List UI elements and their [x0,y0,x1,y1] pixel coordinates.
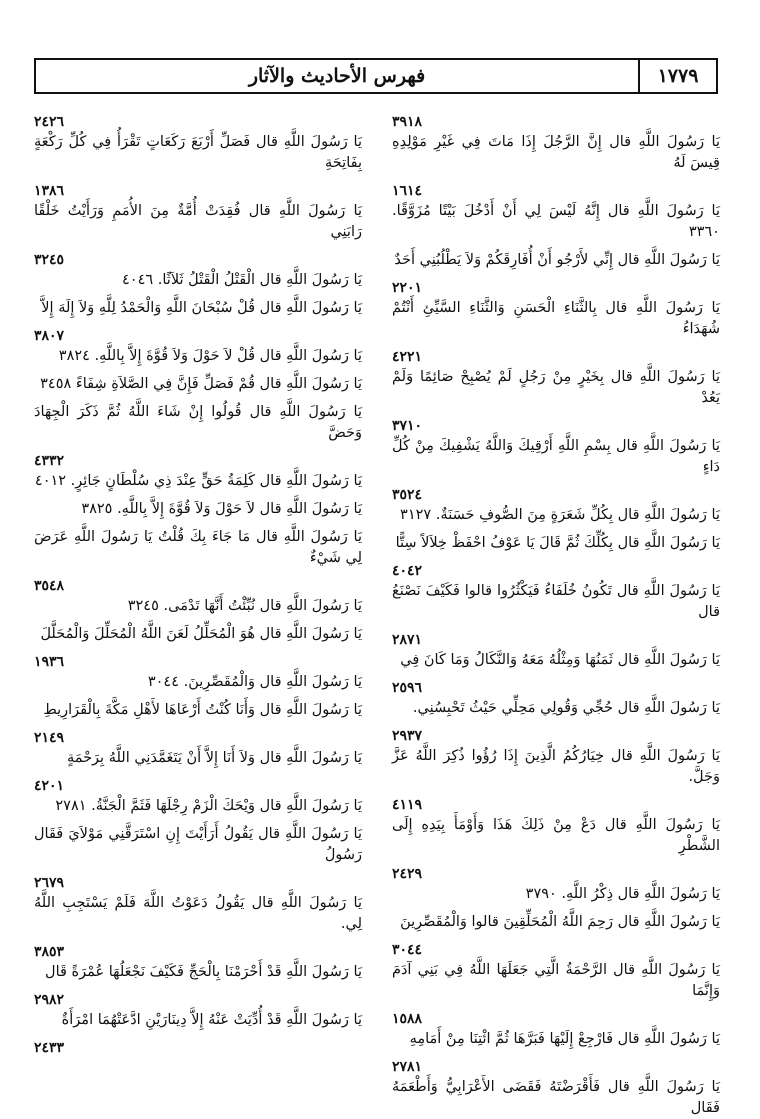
reference-number: ٢٨٧١ [392,632,423,648]
hadith-entry [34,624,362,645]
hadith-text: يَا رَسُولَ اللَّهِ قال نُبِّئْتُ أَنَّهَا تَدْمَى. ٣٢٤٥ [127,598,362,614]
hadith-entry [392,278,720,340]
hadith-entry [34,499,362,520]
hadith-text: يَا رَسُولَ اللَّهِ قَدْ أُدِّيَتْ عَنْهُ إِلاَّ دِينَارَيْنِ ادَّعَتْهُمَا امْرَأَةٌ [61,1012,362,1028]
hadith-entry [34,298,362,319]
hadith-entry [392,347,720,409]
hadith-text: يَا رَسُولَ اللَّهِ قال كَلِمَةُ حَقٍّ عِنْدَ ذِي سُلْطَانٍ جَائِرٍ. ٤٠١٢ [34,473,362,489]
reference-number: ٣٧١٠ [392,418,423,434]
reference-number: ٣٩١٨ [392,114,423,130]
hadith-text: يَا رَسُولَ اللَّهِ قَدْ أَحْرَمْنَا بِالْحَجِّ فَكَيْفَ نَجْعَلُهَا عُمْرَةً قَال [45,964,362,980]
hadith-text: يَا رَسُولَ اللَّهِ قال رَحِمَ اللَّهُ الْمُحَلِّقِينَ قالوا وَالْمُقَصِّرِينَ [400,914,720,930]
hadith-text: يَا رَسُولَ اللَّهِ قال وَالْمُقَصِّرِينَ. ٣٠٤٤ [147,674,362,690]
reference-number: ٤٠٤٢ [392,563,423,579]
hadith-text: يَا رَسُولَ اللَّهِ قال وَأَنَا كُنْتُ أَرْعَاهَا لأَهْلِ مَكَّةَ بِالْقَرَارِيطِ [43,702,362,718]
hadith-text: يَا رَسُولَ اللَّهِ قال إِنَّهُ لَيْسَ لِي أَنْ أَدْخُلَ بَيْتًا مُزَوَّقًا. ٣٣٦٠ [392,203,720,240]
hadith-text: يَا رَسُولَ اللَّهِ قال بِخَيْرٍ مِنْ رَجُلٍ لَمْ يُصْبِحْ صَائِمًا وَلَمْ يَعُدْ [392,369,720,406]
hadith-text: يَا رَسُولَ اللَّهِ قال وَلاَ أَنَا إِلاَّ أَنْ يَتَغَمَّدَنِي اللَّهُ بِرَحْمَةٍ [66,750,362,766]
hadith-entry [34,374,362,395]
hadith-entry [392,416,720,478]
hadith-entry [392,561,720,623]
reference-number: ٣٠٤٤ [392,942,423,958]
hadith-text: يَا رَسُولَ اللَّهِ قال يَقُولُ أَرَأَيْتَ إِنِ اسْتَرَقَّنِي مَوْلاَيَ فَقَال رَسُولُ [34,826,362,863]
reference-number: ٤٣٣٢ [34,453,65,469]
hadith-text: يَا رَسُولَ اللَّهِ قال قُمْ فَصَلِّ فَإِنَّ فِي الصَّلاَةِ شِفَاءً ٣٤٥٨ [40,376,362,392]
reference-number: ٣٥٤٨ [34,578,65,594]
hadith-text: يَا رَسُولَ اللَّهِ قال فَصَلِّ أَرْبَعَ رَكَعَاتٍ تَقْرَأُ فِي كُلِّ رَكْعَةٍ بِفَاتِحَةِ [34,134,362,171]
reference-number: ٢٤٣٣ [34,1040,65,1056]
reference-number: ٢٤٢٩ [392,866,423,882]
hadith-entry [392,485,720,526]
hadith-text: يَا رَسُولَ اللَّهِ قال إِنَّ الرَّجُلَ إِذَا مَاتَ فِي غَيْرِ مَوْلِدِهِ قِيسَ لَهُ [392,134,720,171]
reference-number: ١٥٨٨ [392,1011,423,1027]
hadith-entry [392,726,720,788]
reference-number: ٢٥٩٦ [392,680,423,696]
hadith-entry [392,630,720,671]
hadith-text: يَا رَسُولَ اللَّهِ قال قُلْ لاَ حَوْلَ وَلاَ قُوَّةَ إِلاَّ بِاللَّهِ. ٣٨٢٤ [58,348,362,364]
reference-number: ٢٢٠١ [392,280,423,296]
hadith-text: يَا رَسُولَ اللَّهِ قال قُلْ سُبْحَانَ اللَّهِ وَالْحَمْدُ لِلَّهِ وَلاَ إِلَهَ إِلاَّ [41,300,362,316]
reference-number: ٢٧٨١ [392,1059,423,1075]
reference-number: ٤١١٩ [392,797,423,813]
hadith-text: يَا رَسُولَ اللَّهِ قال لاَ حَوْلَ وَلاَ قُوَّةَ إِلاَّ بِاللَّهِ. ٣٨٢٥ [81,501,362,517]
page-number: ١٧٧٩ [638,60,716,92]
hadith-entry [392,795,720,857]
hadith-entry [392,533,720,554]
hadith-entry [34,326,362,367]
hadith-text: يَا رَسُولَ اللَّهِ قال وَيْحَكَ الْزَمْ رِجْلَهَا فَثَمَّ الْجَنَّةُ. ٢٧٨١ [55,798,362,814]
hadith-entry [392,678,720,719]
hadith-entry [34,652,362,693]
hadith-entry [392,1057,720,1119]
hadith-entry [392,112,720,174]
hadith-text: يَا رَسُولَ اللَّهِ قال ثَمَنُهَا وَمِثْلُهُ مَعَهُ وَالنَّكَالُ وَمَا كَانَ فِي [400,652,720,668]
hadith-text: يَا رَسُولَ اللَّهِ قال مَا جَاءَ بِكَ قُلْتُ يَا رَسُولَ اللَّهِ عَرَضَ لِي شَيْءٌ [34,529,362,566]
hadith-text: يَا رَسُولَ اللَّهِ قال فُقِدَتْ أُمَّةٌ مِنَ الأُمَمِ وَرَأَيْتُ خَلْقًا رَابَنِي [34,203,362,240]
right-column [392,112,720,1116]
hadith-text: يَا رَسُولَ اللَّهِ قال خِيَارُكُمُ الَّذِينَ إِذَا رُؤُوا ذُكِرَ اللَّهُ عَزَّ وَجَلَّ. [392,748,720,785]
hadith-entry [34,112,362,174]
reference-number: ٢٩٣٧ [392,728,423,744]
reference-number: ٤٢٠١ [34,778,65,794]
hadith-text: يَا رَسُولَ اللَّهِ قال بِكُلِّكَ ثُمَّ قَالَ يَا عَوْفُ احْفَظْ خِلاَلاً سِتًّا [395,535,720,551]
left-column [34,112,362,1072]
hadith-entry [392,940,720,1002]
hadith-text: يَا رَسُولَ اللَّهِ قال الْقَتْلُ الْقَتْلُ ثَلاَثًا. ٤٠٤٦ [122,272,362,288]
hadith-text: يَا رَسُولَ اللَّهِ قال يَقُولُ دَعَوْتُ اللَّهَ فَلَمْ يَسْتَجِبِ اللَّهُ لِي. [34,895,362,932]
page-header [34,58,718,94]
reference-number: ١٦١٤ [392,183,423,199]
hadith-entry [34,990,362,1031]
hadith-text: يَا رَسُولَ اللَّهِ قال تَكُونُ خُلَفَاءُ فَيَكْثُرُوا قالوا فَكَيْفَ نَصْنَعُ قال [392,583,720,620]
hadith-entry [392,1009,720,1050]
reference-number: ٣٢٤٥ [34,252,65,268]
hadith-text: يَا رَسُولَ اللَّهِ قال قُولُوا إِنْ شَاءَ اللَّهُ ثُمَّ ذَكَرَ الْجِهَادَ وَحَضَّ [34,404,362,441]
hadith-text: يَا رَسُولَ اللَّهِ قال فَأَقْرَضْتَهُ فَقَضَى الأَعْرَابِيُّ وَأَطْعَمَهُ فَقَال [392,1079,720,1116]
hadith-text: يَا رَسُولَ اللَّهِ قال هُوَ الْمُحَلِّلُ لَعَنَ اللَّهُ الْمُحَلِّلَ وَالْمُحَلَّلَ [40,626,362,642]
hadith-entry [34,181,362,243]
hadith-entry [34,776,362,817]
hadith-text: يَا رَسُولَ اللَّهِ قال الرَّحْمَةُ الَّتِي جَعَلَهَا اللَّهُ فِي بَنِي آدَمَ وَإِنَّمَا [392,962,720,999]
hadith-entry [34,700,362,721]
hadith-entry [34,728,362,769]
hadith-text: يَا رَسُولَ اللَّهِ قال فَارْجِعْ إِلَيْهَا فَبَرَّهَا ثُمَّ ائْتِنَا مِنْ أَمَامِهِ [409,1031,720,1047]
hadith-entry [34,250,362,291]
hadith-entry [34,402,362,444]
reference-number: ٢٤٢٦ [34,114,65,130]
reference-number: ٢٩٨٢ [34,992,65,1008]
reference-number: ٢١٤٩ [34,730,65,746]
hadith-entry [34,451,362,492]
hadith-entry [34,527,362,569]
reference-number: ٤٢٢١ [392,349,423,365]
hadith-entry [392,181,720,243]
hadith-entry [392,250,720,271]
reference-number: ١٣٨٦ [34,183,65,199]
reference-number: ٣٨٥٣ [34,944,65,960]
hadith-entry [34,824,362,866]
hadith-text: يَا رَسُولَ اللَّهِ قال بِكُلِّ شَعَرَةٍ مِنَ الصُّوفِ حَسَنَةٌ. ٣١٢٧ [400,507,720,523]
hadith-text: يَا رَسُولَ اللَّهِ قال ذِكْرُ اللَّهِ. ٣٧٩٠ [525,886,720,902]
hadith-text: يَا رَسُولَ اللَّهِ قال بِسْمِ اللَّهِ أَرْقِيكَ وَاللَّهُ يَشْفِيكَ مِنْ كُلِّ دَاءٍ [392,438,720,475]
reference-number: ٣٥٢٤ [392,487,423,503]
reference-number: ١٩٣٦ [34,654,65,670]
index-title: فهرس الأحاديث والآثار [248,65,426,87]
hadith-text: يَا رَسُولَ اللَّهِ قال إِنِّي لأَرْجُو أَنْ أُفَارِقَكُمْ وَلاَ يَطْلُبُنِي أَحَدٌ [394,252,720,268]
hadith-text: يَا رَسُولَ اللَّهِ قال دَعْ مِنْ ذَلِكَ هَذَا وَأَوْمَأَ بِيَدِهِ إِلَى الشَّطْرِ [392,817,720,854]
reference-number: ٣٨٠٧ [34,328,65,344]
hadith-entry [34,942,362,983]
hadith-text: يَا رَسُولَ اللَّهِ قال حُجِّي وَقُولِي مَحِلِّي حَيْثُ تَحْبِسُنِي. [412,700,720,716]
reference-number: ٢٦٧٩ [34,875,65,891]
hadith-entry [34,873,362,935]
hadith-text: يَا رَسُولَ اللَّهِ قال بِالثَّنَاءِ الْحَسَنِ وَالثَّنَاءِ السَّيِّئِ أَنْتُمْ شُهَدَاءُ [392,300,720,337]
hadith-entry [392,864,720,905]
hadith-entry [34,576,362,617]
hadith-entry [34,1038,362,1058]
hadith-entry [392,912,720,933]
